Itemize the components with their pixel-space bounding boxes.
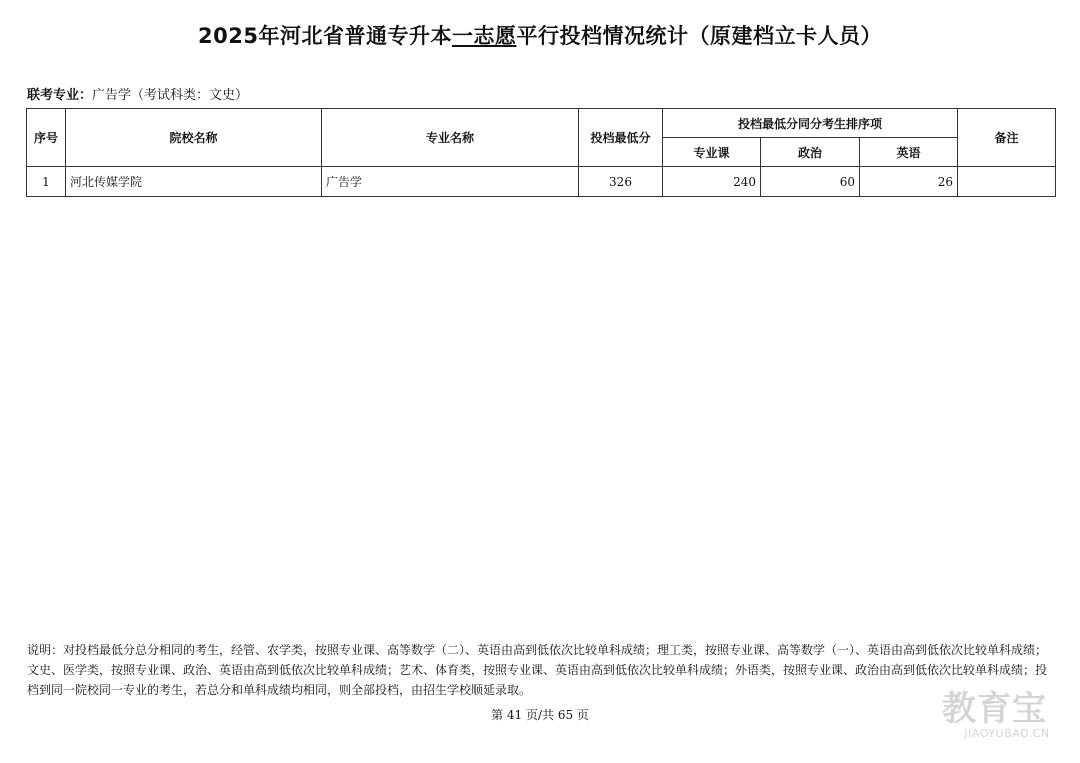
header-major: 专业名称 (322, 109, 579, 167)
title-part-1: 2025年河北省普通专升本 (198, 24, 452, 48)
header-tiebreak-group: 投档最低分同分考生排序项 (663, 109, 958, 138)
cell-major: 广告学 (322, 167, 579, 197)
header-sub-major-course: 专业课 (663, 138, 761, 167)
header-min-score: 投档最低分 (579, 109, 663, 167)
table-row (27, 167, 1056, 197)
cell-min-score: 326 (579, 167, 663, 197)
header-index: 序号 (27, 109, 66, 167)
title-part-2: 平行投档情况统计（原建档立卡人员） (516, 24, 882, 48)
cell-school: 河北传媒学院 (66, 167, 322, 197)
header-school: 院校名称 (66, 109, 322, 167)
cell-politics-score: 60 (761, 167, 860, 197)
header-sub-politics: 政治 (761, 138, 860, 167)
major-label: 联考专业： (27, 88, 93, 103)
explanation-note: 说明：对投档最低分总分相同的考生，经管、农学类，按照专业课、高等数学（二）、英语由高到低依次比较单科成绩；理工类，按照专业课、高等数学（一）、英语由高到低依次比较单科成绩；文史、医学类，按照专业课、政治、英语由高到低依次比较单科成绩；艺术、体育类，按照专业课、英语由高到低依次比较单科成绩；外语类，按照专业课、政治由高到低依次比较单科成绩；投档到同一院校同一专业的考生，若总分和单科成绩均相同，则全部投档，由招生学校顺延录取。 (27, 643, 1048, 697)
major-value: 广告学（考试科类：文史） (92, 88, 249, 103)
header-remark: 备注 (958, 109, 1056, 167)
cell-remark (958, 167, 1056, 197)
cell-major-course-score: 240 (663, 167, 761, 197)
major-info (27, 84, 248, 103)
admission-table (26, 108, 1056, 197)
watermark-logo (942, 690, 1072, 740)
watermark-url: JIAOYUBAO.CN (964, 727, 1050, 740)
cell-english-score: 26 (860, 167, 958, 197)
cell-index: 1 (27, 167, 66, 197)
title-underlined: 一志愿 (451, 24, 517, 48)
header-sub-english: 英语 (860, 138, 958, 167)
watermark-text: 教育宝 (942, 689, 1047, 729)
page-number: 第 41 页/共 65 页 (491, 708, 589, 722)
page-title (0, 20, 1080, 50)
